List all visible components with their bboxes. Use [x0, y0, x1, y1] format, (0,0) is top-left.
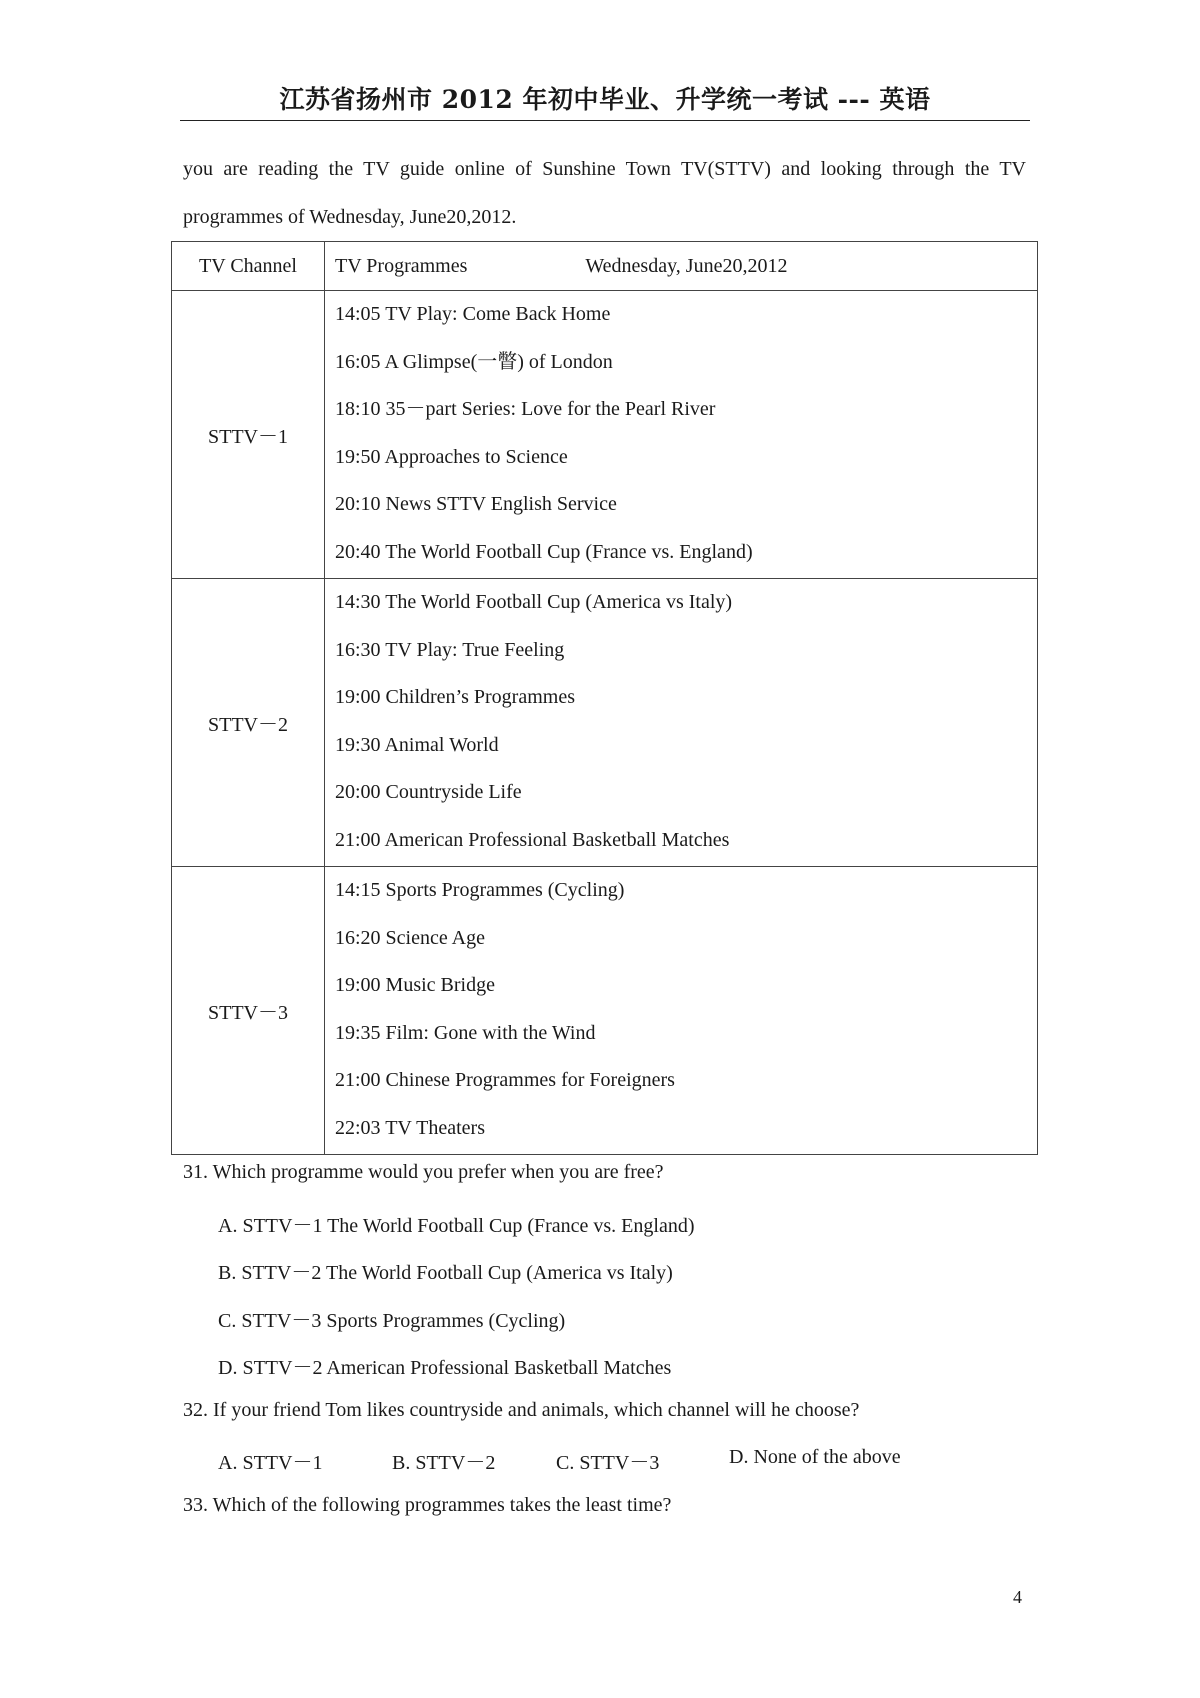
- programme-list: [325, 291, 1038, 579]
- question-31-option-a: A. STTV－1 The World Football Cup (France vs. England): [218, 1215, 695, 1237]
- programme-item: 19:00 Music Bridge: [335, 974, 495, 997]
- tv-guide-table: [171, 241, 1038, 1155]
- channel-name: STTV－2: [172, 578, 325, 866]
- question-31: 31. Which programme would you prefer when you are free?: [183, 1161, 664, 1183]
- programme-item: 16:30 TV Play: True Feeling: [335, 638, 565, 661]
- page-header-title: 江苏省扬州市 2012 年初中毕业、升学统一考试 --- 英语: [180, 80, 1030, 121]
- programme-item: 14:15 Sports Programmes (Cycling): [335, 878, 625, 901]
- programme-list: [325, 578, 1038, 866]
- programme-item: 19:30 Animal World: [335, 733, 499, 756]
- table-row: [172, 578, 1038, 866]
- header-programmes-label: TV Programmes: [335, 254, 468, 277]
- question-31-option-d: D. STTV－2 American Professional Basketball Matches: [218, 1357, 672, 1379]
- programme-item: 14:30 The World Football Cup (America vs Italy): [335, 590, 733, 613]
- programme-item: 18:10 35－part Series: Love for the Pearl River: [335, 398, 716, 421]
- programme-item: 19:00 Children’s Programmes: [335, 686, 575, 709]
- channel-name: STTV－1: [172, 291, 325, 579]
- header-programmes: [325, 242, 1038, 291]
- programme-item: 20:00 Countryside Life: [335, 781, 522, 804]
- programme-item: 21:00 American Professional Basketball Matches: [335, 828, 730, 851]
- programme-item: 20:40 The World Football Cup (France vs. England): [335, 540, 753, 563]
- channel-name: STTV－3: [172, 866, 325, 1154]
- table-row: [172, 291, 1038, 579]
- programme-item: 14:05 TV Play: Come Back Home: [335, 303, 611, 325]
- question-32-option-b: B. STTV－2: [392, 1452, 496, 1474]
- intro-line-1: you are reading the TV guide online of Sunshine Town TV(STTV) and looking through the TV: [183, 158, 1026, 180]
- page-number: 4: [1013, 1587, 1022, 1607]
- question-32-option-a: A. STTV－1: [218, 1452, 323, 1474]
- header-date: Wednesday, June20,2012: [585, 254, 788, 277]
- programme-list: [325, 866, 1038, 1154]
- question-31-option-c: C. STTV－3 Sports Programmes (Cycling): [218, 1310, 566, 1332]
- programme-item: 19:35 Film: Gone with the Wind: [335, 1021, 596, 1044]
- table-row: [172, 866, 1038, 1154]
- programme-item: 21:00 Chinese Programmes for Foreigners: [335, 1069, 675, 1092]
- question-32-option-c: C. STTV－3: [556, 1452, 660, 1474]
- table-header-row: [172, 242, 1038, 291]
- programme-item: 22:03 TV Theaters: [335, 1116, 485, 1139]
- question-32-option-d: D. None of the above: [729, 1446, 901, 1468]
- programme-item: 20:10 News STTV English Service: [335, 493, 617, 516]
- question-31-option-b: B. STTV－2 The World Football Cup (America vs Italy): [218, 1262, 673, 1284]
- programme-item: 19:50 Approaches to Science: [335, 445, 568, 468]
- question-32: 32. If your friend Tom likes countryside and animals, which channel will he choose?: [183, 1399, 860, 1421]
- programme-item: 16:20 Science Age: [335, 926, 485, 949]
- programme-item: 16:05 A Glimpse(一瞥) of London: [335, 350, 613, 373]
- intro-line-2: programmes of Wednesday, June20,2012.: [183, 206, 517, 228]
- question-33: 33. Which of the following programmes takes the least time?: [183, 1494, 672, 1516]
- header-channel: TV Channel: [172, 242, 325, 291]
